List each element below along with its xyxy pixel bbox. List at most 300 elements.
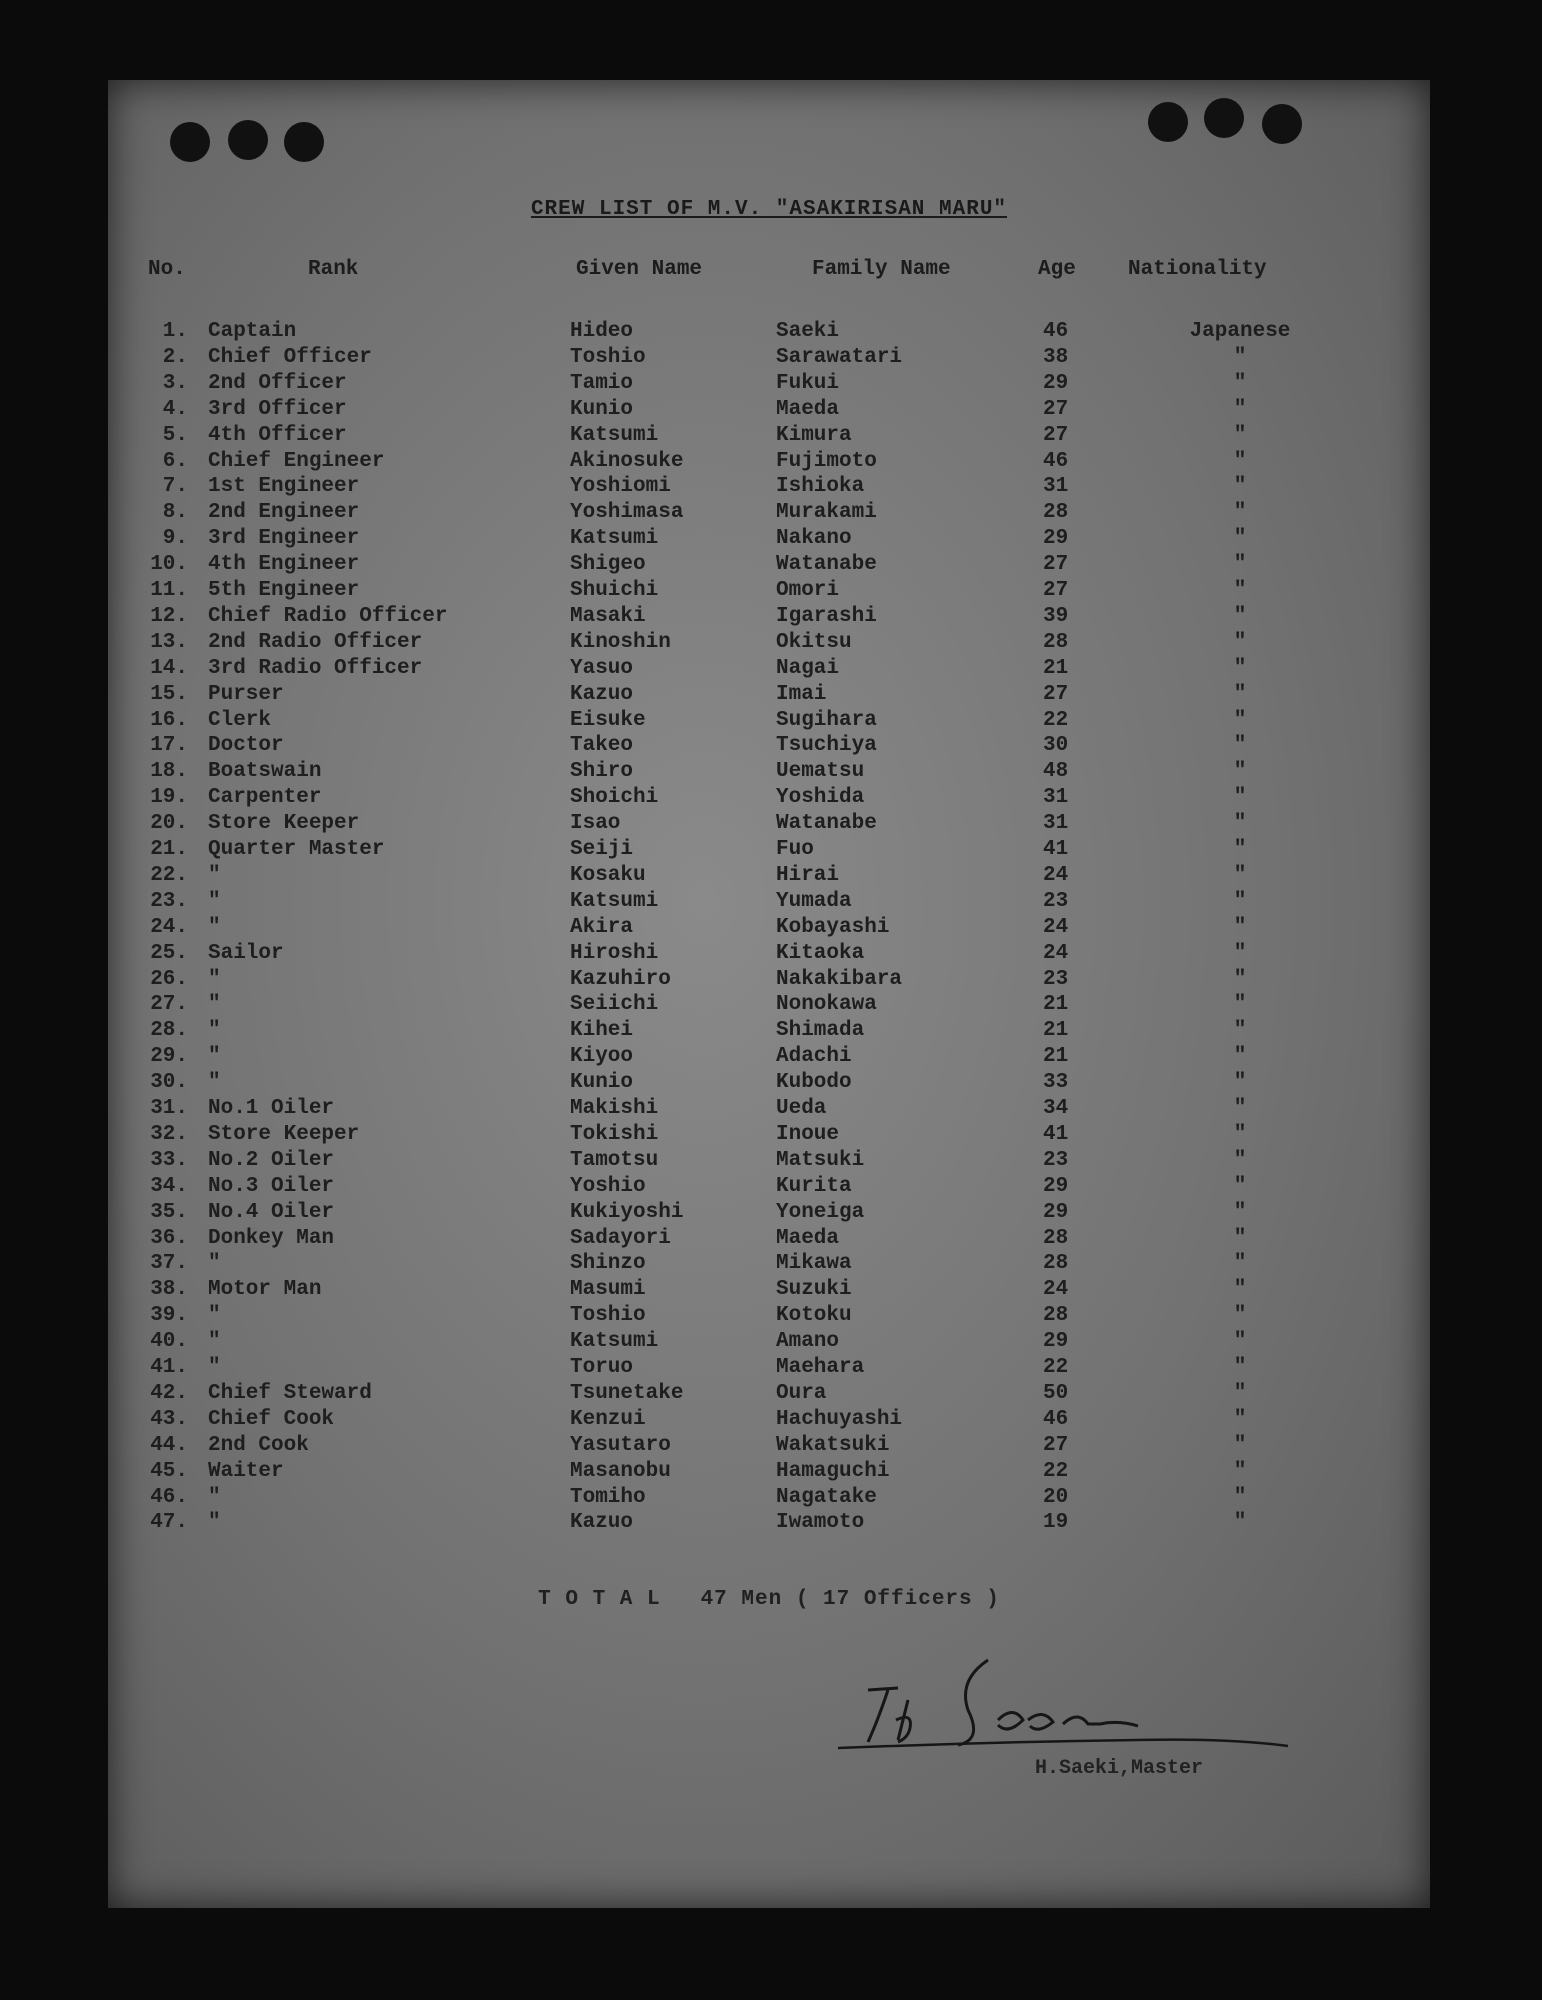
crew-given-name: Shigeo xyxy=(570,553,646,577)
crew-rank: " xyxy=(208,1304,221,1328)
table-row xyxy=(108,1227,1430,1253)
crew-nationality: " xyxy=(1233,708,1247,732)
crew-age: 21 xyxy=(1043,1045,1069,1069)
document-title: CREW LIST OF M.V. "ASAKIRISAN MARU" xyxy=(530,198,1008,221)
crew-no: 4. xyxy=(162,397,188,421)
crew-given-name: Takeo xyxy=(570,734,634,758)
table-row xyxy=(108,320,1430,346)
crew-nationality: " xyxy=(1233,734,1247,758)
crew-given-name: Eisuke xyxy=(570,708,646,732)
crew-no: 3. xyxy=(162,371,188,395)
crew-age: 24 xyxy=(1043,863,1069,887)
crew-given-name: Seiichi xyxy=(570,993,659,1017)
crew-rank: Chief Cook xyxy=(208,1407,335,1431)
crew-rank: Chief Steward xyxy=(208,1381,372,1405)
crew-nationality: " xyxy=(1233,630,1247,654)
crew-rank: " xyxy=(208,1330,221,1354)
crew-given-name: Kazuo xyxy=(570,1511,634,1535)
crew-family-name: Kotoku xyxy=(776,1304,852,1328)
crew-given-name: Sadayori xyxy=(570,1226,671,1250)
punch-hole xyxy=(170,122,210,162)
crew-rank: " xyxy=(208,863,221,887)
crew-rank: 3rd Officer xyxy=(208,397,347,421)
crew-rank: " xyxy=(208,1485,221,1509)
crew-given-name: Kiyoo xyxy=(570,1045,634,1069)
crew-given-name: Toshio xyxy=(570,1304,646,1328)
crew-family-name: Igarashi xyxy=(776,604,877,628)
crew-family-name: Maeda xyxy=(776,1226,840,1250)
table-row xyxy=(108,864,1430,890)
crew-given-name: Yoshio xyxy=(570,1174,646,1198)
crew-rank: " xyxy=(208,1252,221,1276)
crew-age: 41 xyxy=(1043,838,1069,861)
crew-given-name: Kosaku xyxy=(570,863,646,887)
table-row xyxy=(108,1304,1430,1330)
crew-family-name: Yoneiga xyxy=(776,1200,865,1224)
table-row xyxy=(108,424,1430,450)
crew-nationality: " xyxy=(1233,1097,1247,1120)
crew-age: 24 xyxy=(1043,941,1069,965)
crew-family-name: Adachi xyxy=(776,1045,852,1069)
crew-given-name: Kunio xyxy=(570,397,634,421)
crew-family-name: Nakakibara xyxy=(776,967,903,991)
crew-family-name: Murakami xyxy=(776,501,877,525)
crew-no: 17. xyxy=(150,734,188,758)
crew-rank: 5th Engineer xyxy=(208,579,360,602)
crew-no: 32. xyxy=(150,1122,188,1146)
crew-rank: Waiter xyxy=(208,1459,284,1483)
crew-no: 14. xyxy=(150,656,188,680)
table-row xyxy=(108,916,1430,942)
crew-nationality: " xyxy=(1233,915,1247,939)
header-nationality: Nationality xyxy=(1128,258,1267,281)
crew-rank: 4th Engineer xyxy=(208,553,360,577)
crew-given-name: Katsumi xyxy=(570,423,659,447)
table-row xyxy=(108,450,1430,476)
crew-no: 44. xyxy=(150,1433,188,1457)
table-row xyxy=(108,553,1430,579)
total-line xyxy=(108,1588,1430,1611)
crew-family-name: Ueda xyxy=(776,1097,827,1120)
crew-no: 42. xyxy=(150,1381,188,1405)
signature-caption: H.Saeki,Master xyxy=(1035,1757,1204,1780)
crew-nationality: " xyxy=(1233,423,1247,447)
crew-given-name: Yoshimasa xyxy=(570,501,684,525)
crew-rank: " xyxy=(208,889,221,913)
crew-rank: No.1 Oiler xyxy=(208,1097,335,1120)
crew-no: 31. xyxy=(150,1097,188,1120)
table-row xyxy=(108,709,1430,735)
crew-no: 39. xyxy=(150,1304,188,1328)
crew-no: 12. xyxy=(150,604,188,628)
crew-age: 27 xyxy=(1043,1433,1069,1457)
crew-nationality: " xyxy=(1233,760,1247,784)
crew-age: 46 xyxy=(1043,1407,1069,1431)
table-row xyxy=(108,605,1430,631)
crew-given-name: Kinoshin xyxy=(570,630,671,654)
crew-given-name: Masumi xyxy=(570,1278,646,1302)
crew-rank: " xyxy=(208,1356,221,1379)
crew-rank: " xyxy=(208,1071,221,1095)
table-row xyxy=(108,1175,1430,1201)
table-row xyxy=(108,993,1430,1019)
crew-rank: Purser xyxy=(208,682,284,706)
crew-age: 39 xyxy=(1043,604,1069,628)
header-no: No. xyxy=(148,258,186,281)
header-age: Age xyxy=(1038,258,1076,281)
crew-family-name: Maeda xyxy=(776,397,840,421)
crew-no: 46. xyxy=(150,1485,188,1509)
crew-age: 22 xyxy=(1043,1356,1069,1379)
total-label: T O T A L xyxy=(538,1588,661,1611)
crew-nationality: " xyxy=(1233,1278,1247,1302)
crew-rank: Donkey Man xyxy=(208,1226,335,1250)
crew-age: 41 xyxy=(1043,1122,1069,1146)
crew-family-name: Kurita xyxy=(776,1174,852,1198)
crew-nationality: " xyxy=(1233,1304,1247,1328)
crew-rank: Chief Engineer xyxy=(208,449,385,473)
crew-age: 28 xyxy=(1043,501,1069,525)
table-row xyxy=(108,1460,1430,1486)
header-family-name: Family Name xyxy=(812,258,951,281)
crew-rank: " xyxy=(208,1019,221,1043)
crew-nationality: " xyxy=(1233,345,1247,369)
crew-no: 41. xyxy=(150,1356,188,1379)
table-row xyxy=(108,890,1430,916)
crew-given-name: Tokishi xyxy=(570,1122,659,1146)
crew-no: 8. xyxy=(162,501,188,525)
table-row xyxy=(108,1408,1430,1434)
crew-no: 29. xyxy=(150,1045,188,1069)
crew-age: 30 xyxy=(1043,734,1069,758)
crew-given-name: Tomiho xyxy=(570,1485,646,1509)
crew-no: 18. xyxy=(150,760,188,784)
crew-family-name: Nagai xyxy=(776,656,840,680)
crew-age: 27 xyxy=(1043,579,1069,602)
crew-rank: Clerk xyxy=(208,708,272,732)
crew-no: 35. xyxy=(150,1200,188,1224)
crew-rank: " xyxy=(208,1511,221,1535)
crew-nationality: " xyxy=(1233,1148,1247,1172)
crew-no: 16. xyxy=(150,708,188,732)
crew-family-name: Amano xyxy=(776,1330,840,1354)
crew-family-name: Mikawa xyxy=(776,1252,852,1276)
crew-nationality: " xyxy=(1233,1433,1247,1457)
crew-given-name: Kihei xyxy=(570,1019,634,1043)
crew-family-name: Kimura xyxy=(776,423,852,447)
crew-no: 10. xyxy=(150,553,188,577)
crew-rank: " xyxy=(208,993,221,1017)
table-row xyxy=(108,1356,1430,1382)
crew-family-name: Sarawatari xyxy=(776,345,903,369)
crew-age: 22 xyxy=(1043,708,1069,732)
crew-nationality: Japanese xyxy=(1189,320,1291,343)
crew-age: 21 xyxy=(1043,993,1069,1017)
table-row xyxy=(108,1511,1430,1537)
crew-age: 50 xyxy=(1043,1381,1069,1405)
crew-given-name: Katsumi xyxy=(570,1330,659,1354)
crew-family-name: Omori xyxy=(776,579,840,602)
table-row xyxy=(108,1434,1430,1460)
crew-nationality: " xyxy=(1233,1459,1247,1483)
crew-age: 21 xyxy=(1043,1019,1069,1043)
total-officers: ( 17 Officers ) xyxy=(795,1588,1000,1611)
table-row xyxy=(108,683,1430,709)
crew-nationality: " xyxy=(1233,1407,1247,1431)
crew-nationality: " xyxy=(1233,449,1247,473)
crew-no: 20. xyxy=(150,812,188,836)
crew-rank: 2nd Engineer xyxy=(208,501,360,525)
crew-family-name: Fuo xyxy=(776,838,814,861)
crew-no: 40. xyxy=(150,1330,188,1354)
crew-rank: Carpenter xyxy=(208,786,322,810)
crew-given-name: Shinzo xyxy=(570,1252,646,1276)
crew-no: 45. xyxy=(150,1459,188,1483)
crew-family-name: Hachuyashi xyxy=(776,1407,903,1431)
crew-age: 46 xyxy=(1043,320,1069,343)
crew-age: 33 xyxy=(1043,1071,1069,1095)
table-row xyxy=(108,1252,1430,1278)
crew-no: 28. xyxy=(150,1019,188,1043)
crew-rank: 2nd Cook xyxy=(208,1433,309,1457)
crew-age: 31 xyxy=(1043,475,1069,499)
crew-no: 43. xyxy=(150,1407,188,1431)
crew-nationality: " xyxy=(1233,1356,1247,1379)
header-rank: Rank xyxy=(308,258,359,281)
signature xyxy=(838,1650,1298,1760)
table-row xyxy=(108,1486,1430,1512)
crew-rank: Chief Officer xyxy=(208,345,372,369)
table-row xyxy=(108,372,1430,398)
table-row xyxy=(108,1045,1430,1071)
crew-nationality: " xyxy=(1233,604,1247,628)
crew-family-name: Shimada xyxy=(776,1019,865,1043)
crew-nationality: " xyxy=(1233,1019,1247,1043)
crew-rank: " xyxy=(208,1045,221,1069)
crew-family-name: Uematsu xyxy=(776,760,865,784)
table-row xyxy=(108,1097,1430,1123)
crew-no: 7. xyxy=(162,475,188,499)
crew-nationality: " xyxy=(1233,941,1247,965)
crew-age: 24 xyxy=(1043,915,1069,939)
crew-given-name: Akira xyxy=(570,915,634,939)
crew-nationality: " xyxy=(1233,1174,1247,1198)
crew-family-name: Fujimoto xyxy=(776,449,877,473)
crew-nationality: " xyxy=(1233,553,1247,577)
table-row xyxy=(108,1382,1430,1408)
crew-nationality: " xyxy=(1233,786,1247,810)
crew-given-name: Masanobu xyxy=(570,1459,671,1483)
crew-nationality: " xyxy=(1233,1511,1247,1535)
table-row xyxy=(108,760,1430,786)
punch-hole xyxy=(1204,98,1244,138)
crew-rank: 3rd Engineer xyxy=(208,527,360,551)
crew-family-name: Kubodo xyxy=(776,1071,852,1095)
crew-family-name: Okitsu xyxy=(776,630,852,654)
table-row xyxy=(108,786,1430,812)
crew-rank: Motor Man xyxy=(208,1278,322,1302)
crew-age: 29 xyxy=(1043,371,1069,395)
crew-rank: Doctor xyxy=(208,734,284,758)
crew-family-name: Iwamoto xyxy=(776,1511,865,1535)
crew-nationality: " xyxy=(1233,1252,1247,1276)
table-row xyxy=(108,1201,1430,1227)
crew-age: 31 xyxy=(1043,786,1069,810)
table-row xyxy=(108,1278,1430,1304)
crew-age: 29 xyxy=(1043,1330,1069,1354)
crew-rank: 2nd Officer xyxy=(208,371,347,395)
crew-no: 47. xyxy=(150,1511,188,1535)
crew-family-name: Wakatsuki xyxy=(776,1433,890,1457)
crew-given-name: Shuichi xyxy=(570,579,659,602)
crew-age: 29 xyxy=(1043,1200,1069,1224)
crew-given-name: Shoichi xyxy=(570,786,659,810)
crew-no: 19. xyxy=(150,786,188,810)
crew-given-name: Makishi xyxy=(570,1097,659,1120)
crew-age: 24 xyxy=(1043,1278,1069,1302)
crew-family-name: Oura xyxy=(776,1381,827,1405)
punch-hole xyxy=(1262,104,1302,144)
header-given-name: Given Name xyxy=(576,258,703,281)
crew-age: 46 xyxy=(1043,449,1069,473)
crew-age: 48 xyxy=(1043,760,1069,784)
crew-family-name: Saeki xyxy=(776,320,840,343)
table-row xyxy=(108,657,1430,683)
crew-rank: 4th Officer xyxy=(208,423,347,447)
table-row xyxy=(108,1123,1430,1149)
crew-rank: No.4 Oiler xyxy=(208,1200,335,1224)
crew-age: 34 xyxy=(1043,1097,1069,1120)
crew-family-name: Kobayashi xyxy=(776,915,890,939)
crew-no: 21. xyxy=(150,838,188,861)
crew-nationality: " xyxy=(1233,501,1247,525)
crew-no: 27. xyxy=(150,993,188,1017)
table-row xyxy=(108,968,1430,994)
crew-given-name: Kazuo xyxy=(570,682,634,706)
crew-nationality: " xyxy=(1233,993,1247,1017)
crew-no: 15. xyxy=(150,682,188,706)
total-men: 47 Men xyxy=(700,1588,783,1611)
crew-rank: 1st Engineer xyxy=(208,475,360,499)
crew-family-name: Hirai xyxy=(776,863,840,887)
crew-family-name: Ishioka xyxy=(776,475,865,499)
crew-family-name: Hamaguchi xyxy=(776,1459,890,1483)
crew-given-name: Kazuhiro xyxy=(570,967,671,991)
crew-family-name: Matsuki xyxy=(776,1148,865,1172)
crew-age: 38 xyxy=(1043,345,1069,369)
crew-given-name: Hideo xyxy=(570,320,634,343)
crew-nationality: " xyxy=(1233,812,1247,836)
crew-no: 33. xyxy=(150,1148,188,1172)
crew-age: 23 xyxy=(1043,1148,1069,1172)
crew-no: 13. xyxy=(150,630,188,654)
table-row xyxy=(108,1330,1430,1356)
crew-nationality: " xyxy=(1233,889,1247,913)
crew-rank: Captain xyxy=(208,320,297,343)
crew-given-name: Katsumi xyxy=(570,527,659,551)
crew-no: 24. xyxy=(150,915,188,939)
crew-family-name: Tsuchiya xyxy=(776,734,877,758)
table-row xyxy=(108,1149,1430,1175)
crew-given-name: Kenzui xyxy=(570,1407,646,1431)
crew-nationality: " xyxy=(1233,1485,1247,1509)
crew-nationality: " xyxy=(1233,1045,1247,1069)
crew-family-name: Imai xyxy=(776,682,827,706)
punch-hole xyxy=(284,122,324,162)
crew-nationality: " xyxy=(1233,682,1247,706)
crew-age: 29 xyxy=(1043,1174,1069,1198)
crew-no: 23. xyxy=(150,889,188,913)
crew-no: 2. xyxy=(162,345,188,369)
crew-age: 20 xyxy=(1043,1485,1069,1509)
crew-nationality: " xyxy=(1233,475,1247,499)
crew-rank: No.3 Oiler xyxy=(208,1174,335,1198)
crew-no: 6. xyxy=(162,449,188,473)
crew-rank: Sailor xyxy=(208,941,284,965)
crew-rank: Chief Radio Officer xyxy=(208,604,448,628)
crew-nationality: " xyxy=(1233,579,1247,602)
crew-family-name: Nakano xyxy=(776,527,852,551)
crew-no: 38. xyxy=(150,1278,188,1302)
crew-family-name: Inoue xyxy=(776,1122,840,1146)
crew-age: 19 xyxy=(1043,1511,1069,1535)
crew-family-name: Maehara xyxy=(776,1356,865,1379)
table-row xyxy=(108,579,1430,605)
crew-given-name: Tamio xyxy=(570,371,634,395)
crew-no: 26. xyxy=(150,967,188,991)
crew-family-name: Fukui xyxy=(776,371,840,395)
table-row xyxy=(108,812,1430,838)
crew-no: 37. xyxy=(150,1252,188,1276)
table-row xyxy=(108,631,1430,657)
crew-age: 29 xyxy=(1043,527,1069,551)
crew-age: 22 xyxy=(1043,1459,1069,1483)
crew-given-name: Toshio xyxy=(570,345,646,369)
table-row xyxy=(108,475,1430,501)
crew-nationality: " xyxy=(1233,1330,1247,1354)
crew-age: 28 xyxy=(1043,1226,1069,1250)
table-row xyxy=(108,838,1430,864)
document-sheet xyxy=(108,80,1430,1908)
crew-nationality: " xyxy=(1233,863,1247,887)
crew-nationality: " xyxy=(1233,838,1247,861)
crew-age: 23 xyxy=(1043,967,1069,991)
crew-rank: 2nd Radio Officer xyxy=(208,630,423,654)
crew-nationality: " xyxy=(1233,1122,1247,1146)
table-row xyxy=(108,942,1430,968)
crew-nationality: " xyxy=(1233,967,1247,991)
crew-age: 28 xyxy=(1043,1252,1069,1276)
crew-nationality: " xyxy=(1233,397,1247,421)
crew-nationality: " xyxy=(1233,527,1247,551)
crew-nationality: " xyxy=(1233,1200,1247,1224)
crew-family-name: Sugihara xyxy=(776,708,877,732)
crew-age: 31 xyxy=(1043,812,1069,836)
crew-rank: " xyxy=(208,915,221,939)
crew-family-name: Yoshida xyxy=(776,786,865,810)
crew-given-name: Shiro xyxy=(570,760,634,784)
crew-rank: No.2 Oiler xyxy=(208,1148,335,1172)
crew-given-name: Yasuo xyxy=(570,656,634,680)
crew-age: 28 xyxy=(1043,1304,1069,1328)
table-row xyxy=(108,1019,1430,1045)
punch-hole xyxy=(228,120,268,160)
crew-family-name: Yumada xyxy=(776,889,852,913)
crew-rank: 3rd Radio Officer xyxy=(208,656,423,680)
table-row xyxy=(108,398,1430,424)
table-row xyxy=(108,734,1430,760)
crew-age: 27 xyxy=(1043,682,1069,706)
